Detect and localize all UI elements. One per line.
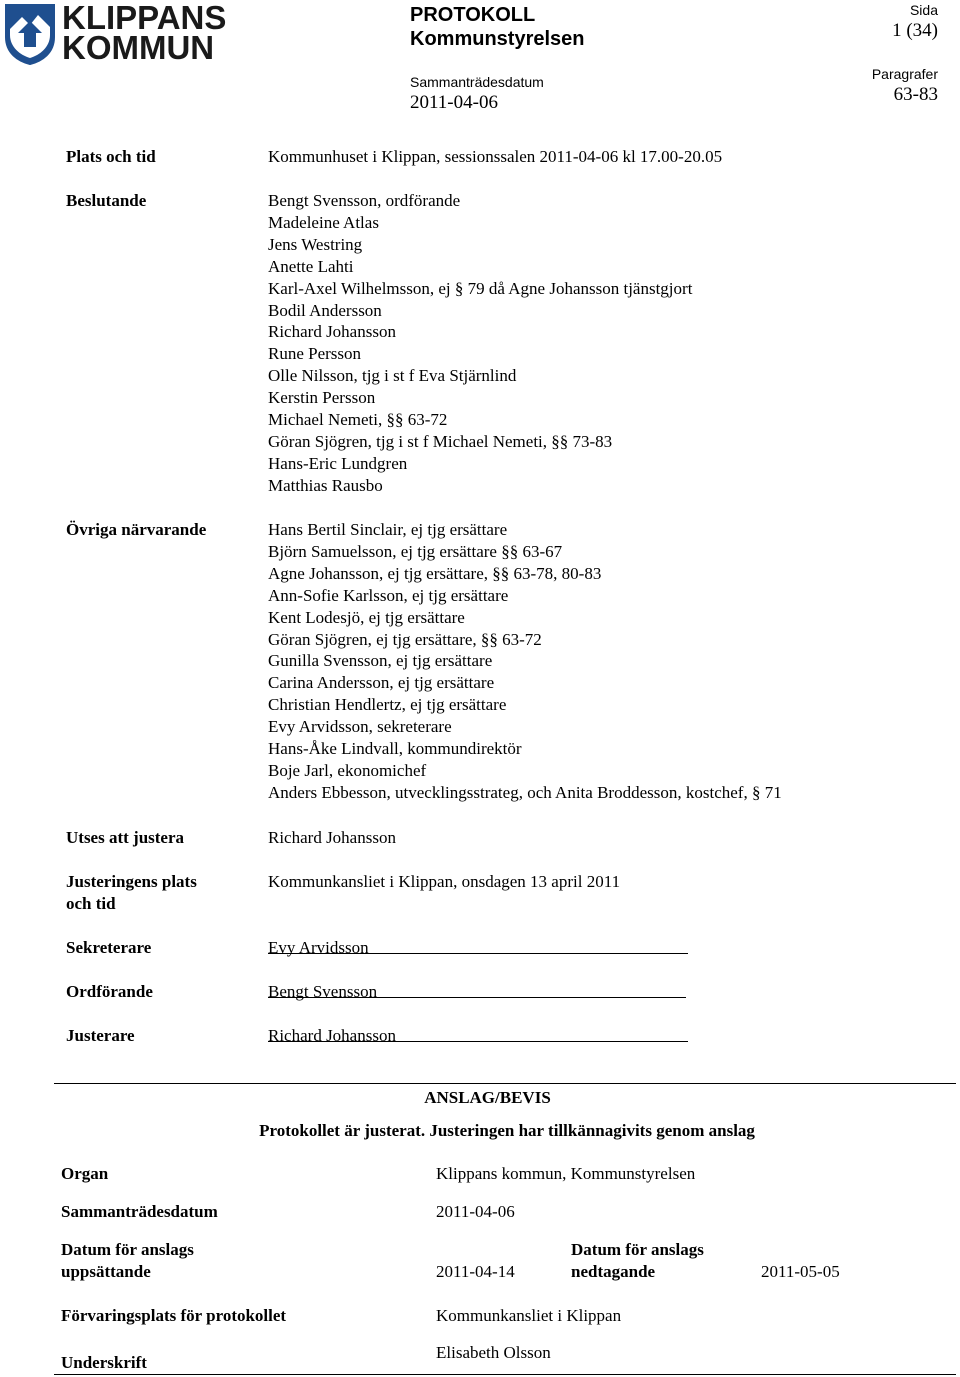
posted-date-label-line-2: uppsättande — [61, 1262, 151, 1281]
adjuster-value: Richard Johansson — [268, 828, 396, 847]
meeting-date-value: 2011-04-06 — [410, 92, 498, 113]
klippans-kommun-logo — [4, 0, 227, 69]
other-attendee: Carina Andersson, ej tjg ersättare — [268, 673, 495, 693]
place-label: Plats och tid — [66, 147, 156, 166]
secretary-label: Sekreterare — [66, 938, 152, 957]
other-attendee: Gunilla Svensson, ej tjg ersättare — [268, 651, 493, 671]
deciding-member: Göran Sjögren, tjg i st f Michael Nemeti, §§ 73-83 — [268, 431, 613, 451]
other-attendee: Björn Samuelsson, ej tjg ersättare §§ 63-67 — [268, 541, 563, 561]
other-attendee: Hans Bertil Sinclair, ej tjg ersättare — [268, 520, 508, 539]
secretary-signature-line — [268, 937, 688, 959]
other-attendee: Agne Johansson, ej tjg ersättare, §§ 63-78, 80-83 — [268, 563, 602, 583]
other-attendee: Hans-Åke Lindvall, kommundirektör — [268, 739, 522, 759]
organ-label: Organ — [61, 1164, 109, 1183]
adjuster-signature-line — [268, 1025, 688, 1047]
adjust-place-label-line-1: Justeringens plats — [66, 872, 197, 891]
removed-date-label — [571, 1239, 704, 1283]
logo-line-1: KLIPPANS — [62, 0, 227, 36]
deciding-member: Olle Nilsson, tjg i st f Eva Stjärnlind — [268, 366, 517, 386]
deciding-list — [268, 190, 692, 497]
deciding-member: Kerstin Persson — [268, 388, 376, 408]
removed-date-label-line-2: nedtagande — [571, 1262, 656, 1281]
adjust-place-label-line-2: och tid — [66, 894, 116, 913]
other-attendee: Ann-Sofie Karlsson, ej tjg ersättare — [268, 585, 509, 605]
removed-date-value: 2011-05-05 — [761, 1262, 840, 1281]
signature-value: Elisabeth Olsson — [436, 1343, 551, 1362]
logo-line-2: KOMMUN — [62, 29, 215, 66]
deciding-member: Bengt Svensson, ordförande — [268, 191, 461, 210]
coat-of-arms-icon — [4, 3, 56, 65]
adjuster-label: Utses att justera — [66, 828, 185, 847]
others-present-label: Övriga närvarande — [66, 520, 207, 539]
secretary-name: Evy Arvidsson — [268, 938, 369, 957]
deciding-member: Richard Johansson — [268, 322, 396, 342]
signature-rule — [54, 1374, 956, 1375]
signature-label: Underskrift — [61, 1353, 147, 1372]
other-attendee: Boje Jarl, ekonomichef — [268, 760, 427, 780]
logo-wordmark — [62, 0, 227, 66]
paragraphs-range: 63-83 — [893, 84, 938, 105]
chair-name: Bengt Svensson — [268, 982, 378, 1001]
adjust-place-label — [66, 871, 197, 915]
adjust-place-value: Kommunkansliet i Klippan, onsdagen 13 april 2011 — [268, 872, 621, 891]
adjuster-signature-label: Justerare — [66, 1026, 135, 1045]
page-label: Sida — [909, 2, 938, 18]
other-attendee: Evy Arvidsson, sekreterare — [268, 717, 452, 737]
other-attendee: Göran Sjögren, ej tjg ersättare, §§ 63-72 — [268, 629, 542, 649]
organ-value: Klippans kommun, Kommunstyrelsen — [436, 1164, 696, 1183]
signature-underline — [268, 981, 686, 1001]
anslag-meeting-date-value: 2011-04-06 — [436, 1202, 515, 1221]
signature-underline — [268, 937, 688, 957]
deciding-member: Rune Persson — [268, 344, 362, 364]
deciding-member: Jens Westring — [268, 234, 363, 254]
deciding-member: Michael Nemeti, §§ 63-72 — [268, 410, 448, 430]
deciding-member: Matthias Rausbo — [268, 475, 383, 495]
document-body-name: Kommunstyrelsen — [410, 28, 585, 50]
posted-date-label-line-1: Datum för anslags — [61, 1240, 194, 1259]
deciding-member: Bodil Andersson — [268, 300, 382, 320]
adjuster-name: Richard Johansson — [268, 1026, 396, 1045]
place-value: Kommunhuset i Klippan, sessionssalen 2011-04-06 kl 17.00-20.05 — [268, 147, 723, 166]
section-divider — [54, 1083, 956, 1084]
deciding-member: Hans-Eric Lundgren — [268, 453, 408, 473]
other-attendee: Anders Ebbesson, utvecklingsstrateg, och Anita Broddesson, kostchef, § 71 — [268, 782, 782, 802]
chair-signature-line — [268, 981, 686, 1003]
posted-date-label — [61, 1239, 194, 1283]
anslag-title: ANSLAG/BEVIS — [424, 1088, 551, 1107]
meeting-date-label: Sammanträdesdatum — [410, 74, 544, 90]
posted-date-value: 2011-04-14 — [436, 1262, 515, 1281]
anslag-subtitle: Protokollet är justerat. Justeringen har tillkännagivits genom anslag — [259, 1121, 755, 1140]
storage-value: Kommunkansliet i Klippan — [436, 1306, 622, 1325]
anslag-meeting-date-label: Sammanträdesdatum — [61, 1202, 218, 1221]
storage-label: Förvaringsplats för protokollet — [61, 1306, 287, 1325]
removed-date-label-line-1: Datum för anslags — [571, 1240, 704, 1259]
signature-underline — [268, 1025, 688, 1045]
deciding-member: Anette Lahti — [268, 256, 354, 276]
other-attendee: Christian Hendlertz, ej tjg ersättare — [268, 695, 507, 715]
others-present-list — [268, 519, 782, 804]
page-number: 1 (34) — [892, 20, 938, 41]
deciding-member: Madeleine Atlas — [268, 212, 379, 232]
paragraphs-label: Paragrafer — [871, 66, 938, 82]
chair-label: Ordförande — [66, 982, 153, 1001]
document-type: PROTOKOLL — [410, 4, 536, 26]
deciding-member: Karl-Axel Wilhelmsson, ej § 79 då Agne Johansson tjänstgjort — [268, 278, 693, 298]
deciding-label: Beslutande — [66, 191, 147, 210]
other-attendee: Kent Lodesjö, ej tjg ersättare — [268, 607, 465, 627]
